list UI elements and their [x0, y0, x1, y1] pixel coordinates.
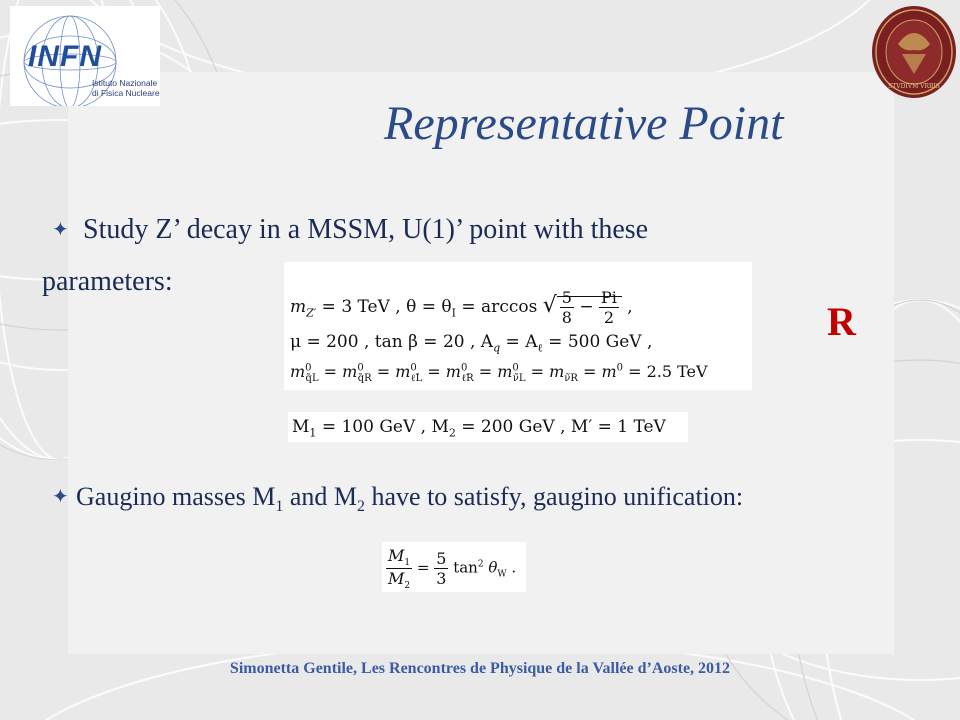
bullet-1	[52, 214, 648, 246]
university-seal-logo	[868, 2, 960, 102]
bullet-1-text: Study Z’ decay in a MSSM, U(1)’ point with these	[83, 214, 649, 245]
unification-equation: $\frac{M_1}{M_2}$ = $\frac{5}{3}$ $\tan^2 \theta_W$ .	[382, 542, 526, 592]
parameter-equations	[284, 262, 752, 390]
infn-logo-subtitle: Istituto Nazionale di Fisica Nucleare	[92, 78, 160, 98]
bullet-1-continuation: parameters:	[42, 266, 173, 297]
bullet-2	[52, 480, 812, 524]
bullet-star-icon: ✦	[52, 486, 69, 508]
gaugino-mass-equation: $M_1 = 100$ GeV , $M_2 = 200$ GeV , M′ = 1 TeV	[288, 412, 688, 442]
equation-line-1: $m_{Z'} = 3$ TeV , $\theta = \theta_I = \arccos$ √ $\frac{5}{8}$ − $\frac{Pi}{2}$ ,	[290, 288, 633, 327]
point-label-r: R	[827, 299, 856, 344]
equation-line-2: μ = 200 , tan β = 20 , $A_q = A_\ell = 500$ GeV ,	[290, 332, 653, 355]
svg-text:STVDIVM VRBIS: STVDIVM VRBIS	[888, 83, 940, 90]
bullet-2-text: Gaugino masses $M_1$ and $M_2$ have to satisfy, gaugino unification:	[76, 482, 744, 516]
slide-footer: Simonetta Gentile, Les Rencontres de Physique de la Vallée d’Aoste, 2012	[229, 660, 731, 677]
equation-line-3: $m^0_{q̃L} = m^0_{q̃R} = m^0_{\ell̃L} = m^0_{\ell̃R} = m^0_{\nũL} = m_{\nũR} = m^0 = 2.5$ TeV	[290, 362, 708, 385]
slide-title: Representative Point	[384, 97, 784, 150]
infn-logo-wordmark: INFN	[28, 40, 102, 73]
bullet-star-icon: ✦	[52, 219, 69, 241]
infn-logo	[10, 6, 160, 106]
